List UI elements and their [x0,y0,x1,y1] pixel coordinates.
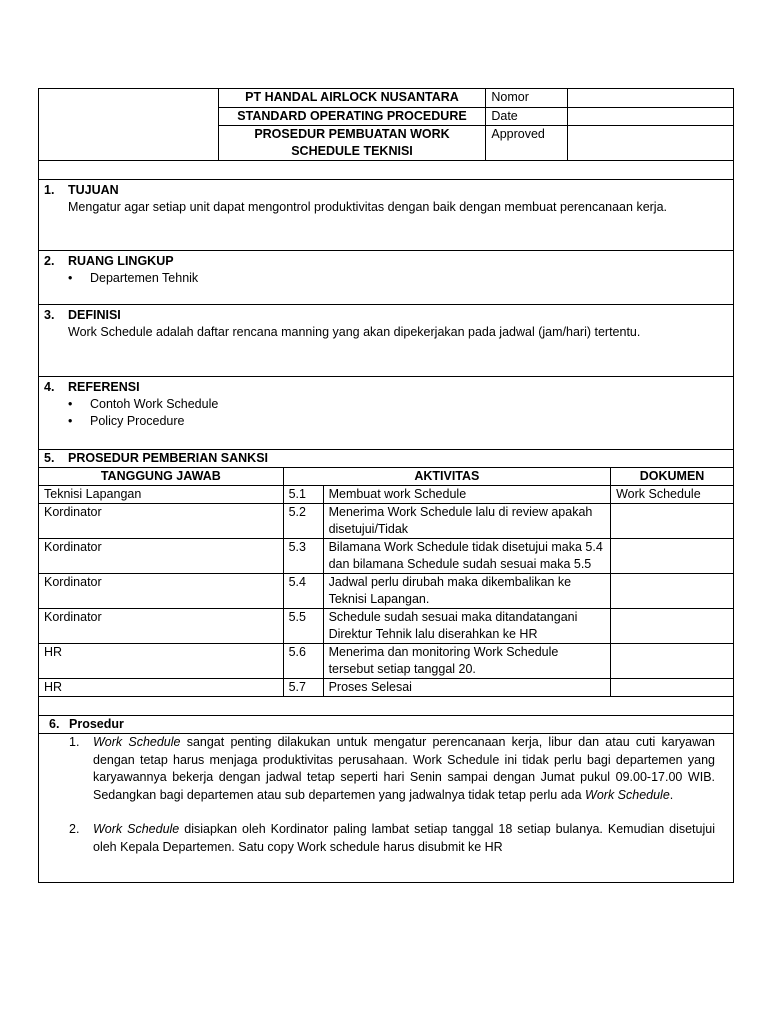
section-definisi [39,305,734,377]
cell-doc [611,644,734,679]
table-row [39,609,734,644]
table-row [39,679,734,697]
cell-act: Menerima Work Schedule lalu di review apakah disetujui/Tidak [323,504,611,539]
cell-act: Schedule sudah sesuai maka ditandatangani Direktur Tehnik lalu diserahkan ke HR [323,609,611,644]
company-name: PT HANDAL AIRLOCK NUSANTARA [218,89,486,108]
approved-label: Approved [486,126,568,161]
spacer-row [39,161,734,180]
cell-who: HR [39,679,284,697]
cell-who: Kordinator [39,574,284,609]
prosedur-heading: 6. Prosedur [39,716,734,734]
cell-act: Menerima dan monitoring Work Schedule tersebut setiap tanggal 20. [323,644,611,679]
date-value [568,108,734,126]
col-dokumen: DOKUMEN [611,468,734,486]
cell-who: Kordinator [39,504,284,539]
cell-act: Jadwal perlu dirubah maka dikembalikan ke Teknisi Lapangan. [323,574,611,609]
cell-no: 5.7 [283,679,323,697]
cell-doc [611,609,734,644]
cell-doc: Work Schedule [611,486,734,504]
cell-doc [611,539,734,574]
col-aktivitas: AKTIVITAS [283,468,611,486]
cell-who: Teknisi Lapangan [39,486,284,504]
col-tanggung-jawab: TANGGUNG JAWAB [39,468,284,486]
doc-type: STANDARD OPERATING PROCEDURE [218,108,486,126]
list-item: • Contoh Work Schedule [68,397,219,411]
table-row [39,644,734,679]
section-referensi [39,377,734,450]
prosedur-table [38,715,734,883]
list-item: • Departemen Tehnik [68,271,199,285]
table-row [39,539,734,574]
logo-area [39,89,219,161]
sections-table [38,160,734,450]
cell-no: 5.5 [283,609,323,644]
doc-title: PROSEDUR PEMBUATAN WORK SCHEDULE TEKNISI [218,126,486,161]
definisi-text: Work Schedule adalah daftar rencana manning yang akan dipekerjakan pada jadwal (jam/hari) tertentu. [68,325,641,339]
list-item: 1. Work Schedule sangat penting dilakukan untuk mengatur perencanaan kerja, libur dan atau cuti karyawan dengan tetap harus menjaga produktivitas perusahaan. Work Schedule ini tidak perlu bagi departemen yang karyawannya bekerja dengan jadwal tetap seperti hari Senin sampai dengan Jumat pukul 09.00-17.00 WIB. Sedangkan bagi departemen atau sub departemen yang jadwalnya tidak tetap perlu ada Work Schedule. [69,735,715,802]
section-heading: 2. RUANG LINGKUP [44,254,174,268]
document-header [38,88,734,161]
cell-who: Kordinator [39,539,284,574]
cell-no: 5.2 [283,504,323,539]
cell-doc [611,679,734,697]
section-heading: 1. TUJUAN [44,183,119,197]
table-row [39,574,734,609]
section-tujuan [39,180,734,251]
cell-act: Proses Selesai [323,679,611,697]
cell-act: Membuat work Schedule [323,486,611,504]
sop-document [38,88,734,883]
section-ruang-lingkup [39,251,734,305]
cell-no: 5.6 [283,644,323,679]
cell-who: HR [39,644,284,679]
cell-doc [611,574,734,609]
cell-doc [611,504,734,539]
table-row [39,504,734,539]
sanksi-heading: 5. PROSEDUR PEMBERIAN SANKSI [39,450,734,468]
list-item: • Policy Procedure [68,414,185,428]
spacer-row [39,697,734,716]
list-item: 2. Work Schedule disiapkan oleh Kordinator paling lambat setiap tanggal 18 setiap bulanya. Kemudian disetujui oleh Kepala Departemen. Satu copy Work schedule harus disubmit ke HR [69,822,715,854]
cell-who: Kordinator [39,609,284,644]
section-heading: 3. DEFINISI [44,308,121,322]
cell-no: 5.3 [283,539,323,574]
prosedur-body [39,734,734,883]
nomor-value [568,89,734,108]
table-row [39,486,734,504]
cell-no: 5.1 [283,486,323,504]
sanksi-table [38,449,734,716]
cell-act: Bilamana Work Schedule tidak disetujui maka 5.4 dan bilamana Schedule sudah sesuai maka 5.5 [323,539,611,574]
approved-value [568,126,734,161]
nomor-label: Nomor [486,89,568,108]
section-heading: 4. REFERENSI [44,380,140,394]
date-label: Date [486,108,568,126]
cell-no: 5.4 [283,574,323,609]
tujuan-text: Mengatur agar setiap unit dapat mengontrol produktivitas dengan baik dengan membuat perencanaan kerja. [68,200,668,214]
